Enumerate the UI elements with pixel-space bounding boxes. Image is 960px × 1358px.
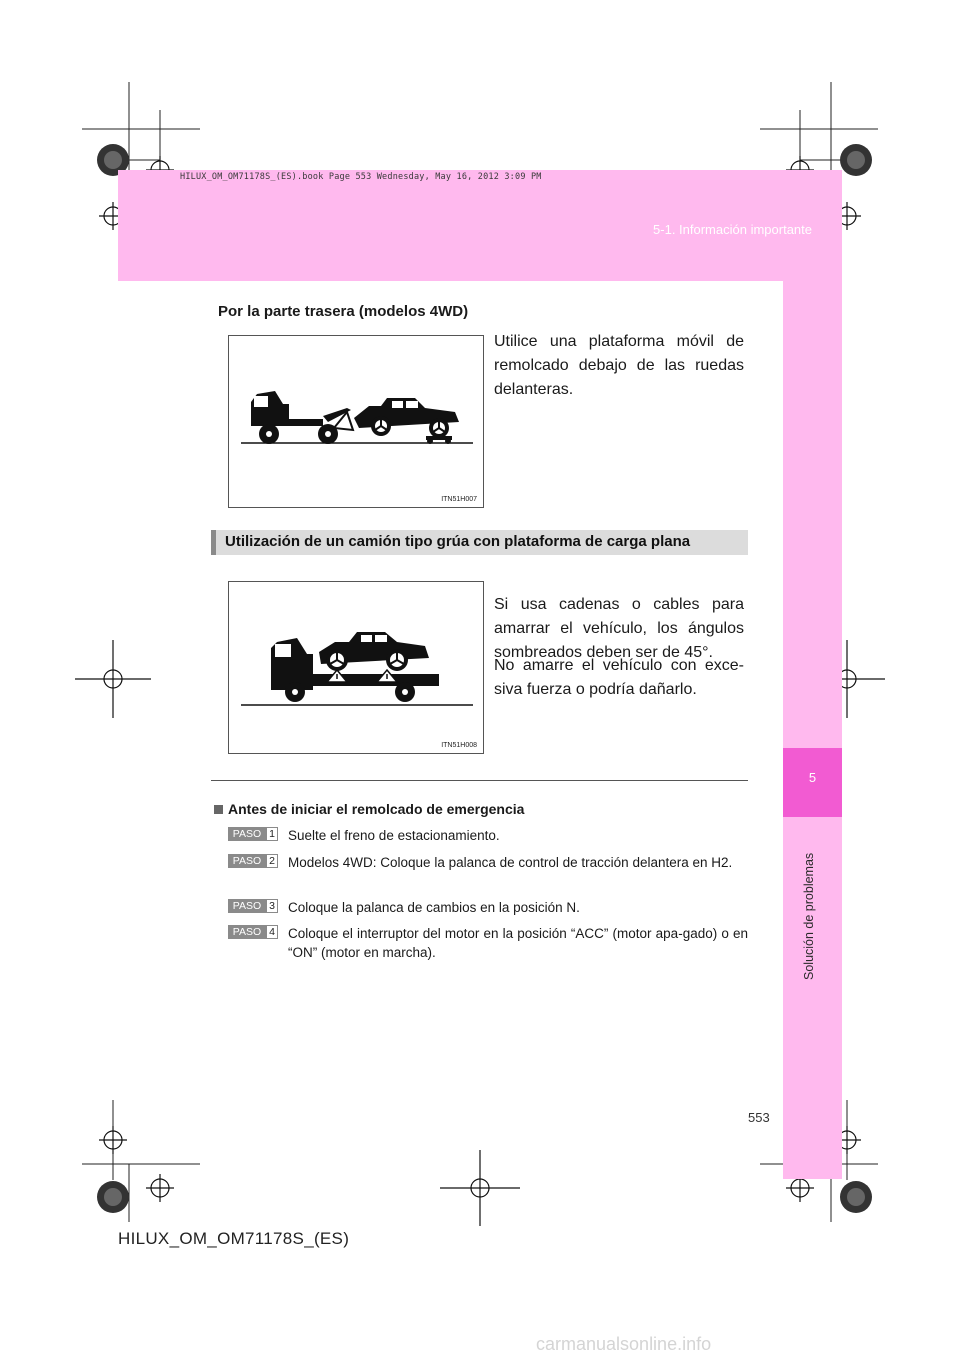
step-badge-word: PASO — [228, 899, 266, 913]
section-title: Utilización de un camión tipo grúa con plataforma de carga plana — [225, 533, 691, 550]
notes-heading-text: Antes de iniciar el remolcado de emergencia — [228, 801, 525, 817]
header-section-title: 5-1. Información importante — [653, 222, 812, 237]
step-item — [228, 924, 748, 962]
step-badge-number: 2 — [266, 854, 278, 868]
tow-truck-dolly-illustration — [228, 335, 484, 508]
rear-tow-text: Utilice una plataforma móvil de remolcado debajo de las ruedas delanteras. — [494, 333, 744, 398]
chapter-number: 5 — [783, 748, 842, 817]
rear-tow-heading: Por la parte trasera (modelos 4WD) — [218, 303, 469, 320]
illustration-code: ITN51H008 — [441, 742, 477, 749]
watermark: carmanualsonline.info — [536, 1334, 712, 1354]
chapter-title: Solución de problemas — [802, 852, 816, 980]
step-item — [228, 853, 748, 872]
section-bar-marker — [211, 530, 216, 555]
divider — [211, 780, 748, 781]
step-badge — [228, 827, 278, 841]
step-text: Coloque la palanca de cambios en la posición N. — [288, 900, 580, 915]
flatbed-text-angles: Si usa cadenas o cables para amarrar el vehículo, los ángulos sombreados deben ser de 45°. — [494, 596, 744, 661]
flatbed-truck-illustration — [228, 581, 484, 754]
step-badge — [228, 854, 278, 868]
step-badge-number: 3 — [266, 899, 278, 913]
step-text: Coloque el interruptor del motor en la posición “ACC” (motor apa-gado) o en “ON” (motor en marcha). — [288, 926, 748, 960]
header-band — [118, 170, 842, 281]
step-badge-word: PASO — [228, 925, 266, 939]
notes-heading — [214, 801, 524, 817]
step-badge-number: 4 — [266, 925, 278, 939]
step-badge — [228, 899, 278, 913]
book-stamp: HILUX_OM_OM71178S_(ES).book Page 553 Wednesday, May 16, 2012 3:09 PM — [180, 172, 542, 182]
flatbed-text-warning: No amarre el vehículo con exce-siva fuerza o podría dañarlo. — [494, 657, 744, 698]
step-badge-word: PASO — [228, 827, 266, 841]
square-bullet-icon — [214, 805, 223, 814]
page-number: 553 — [748, 1110, 770, 1125]
step-badge — [228, 925, 278, 939]
step-text: Suelte el freno de estacionamiento. — [288, 828, 500, 843]
illustration-code: ITN51H007 — [441, 496, 477, 503]
footer-doc-code: HILUX_OM_OM71178S_(ES) — [118, 1229, 350, 1248]
step-badge-word: PASO — [228, 854, 266, 868]
chapter-side-tab — [783, 281, 842, 1179]
step-item — [228, 826, 748, 845]
section-bar — [211, 530, 748, 555]
step-item — [228, 898, 748, 917]
step-text: Modelos 4WD: Coloque la palanca de control de tracción delantera en H2. — [288, 855, 733, 870]
step-badge-number: 1 — [266, 827, 278, 841]
